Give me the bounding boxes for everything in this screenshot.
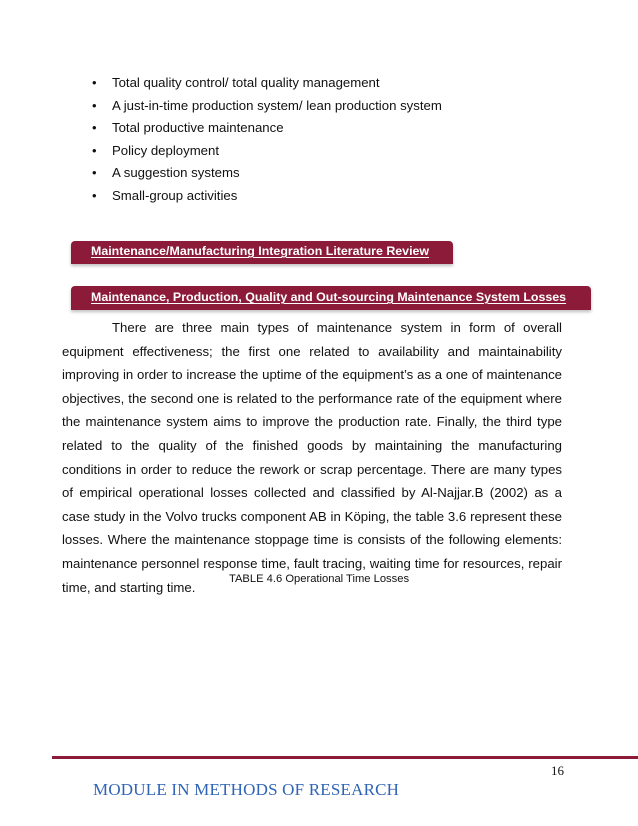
bullet-icon: •: [92, 75, 97, 90]
body-paragraph: There are three main types of maintenance system in form of overall equipment effectiveness; the first one related to availability and maintainability improving in order to increase the uptime of the equipment’s as a one of maintenance objectives, the second one is related to the performance rate of the equipment where the maintenance system aims to improve the production rate. Finally, the third type related to the quality of the finished goods by maintaining the manufacturing conditions in order to reduce the rework or scrap percentage. There are many types of empirical operational losses collected and classified by Al-Najjar.B (2002) as a case study in the Volvo trucks component AB in Köping, the table 3.6 represent these losses. Where the maintenance stoppage time is consists of the following elements: maintenance personnel response time, fault tracing, waiting time for resources, repair time, and starting time.: [62, 320, 562, 595]
list-item: [92, 119, 442, 142]
bullet-icon: •: [92, 142, 97, 158]
footer-module-title: MODULE IN METHODS OF RESEARCH: [93, 780, 400, 799]
list-item-text: Total productive maintenance: [112, 120, 284, 136]
bullet-icon: •: [92, 187, 97, 203]
table-caption: TABLE 4.6 Operational Time Losses: [228, 573, 410, 585]
list-item-text: Policy deployment: [112, 142, 220, 158]
page-number: 16: [551, 763, 564, 778]
list-item: [92, 142, 442, 165]
bullet-list: [92, 74, 442, 210]
section-heading-integration: [71, 241, 453, 264]
list-item-text: Total quality control/ total quality management: [112, 75, 380, 90]
section-heading-text: Maintenance, Production, Quality and Out-sourcing Maintenance System Losses: [91, 290, 567, 304]
list-item-text: A just-in-time production system/ lean production system: [112, 97, 442, 113]
section-heading-losses: [71, 286, 591, 310]
bullet-icon: •: [92, 120, 97, 136]
bullet-icon: •: [92, 165, 97, 181]
list-item: [92, 74, 442, 97]
list-item: [92, 164, 442, 187]
list-item-text: A suggestion systems: [112, 165, 240, 181]
list-item: [92, 187, 442, 210]
list-item: [92, 97, 442, 120]
list-item-text: Small-group activities: [112, 187, 238, 203]
bullet-icon: •: [92, 97, 97, 113]
footer-divider: [52, 756, 638, 759]
section-heading-text: Maintenance/Manufacturing Integration Literature Review: [91, 244, 430, 258]
